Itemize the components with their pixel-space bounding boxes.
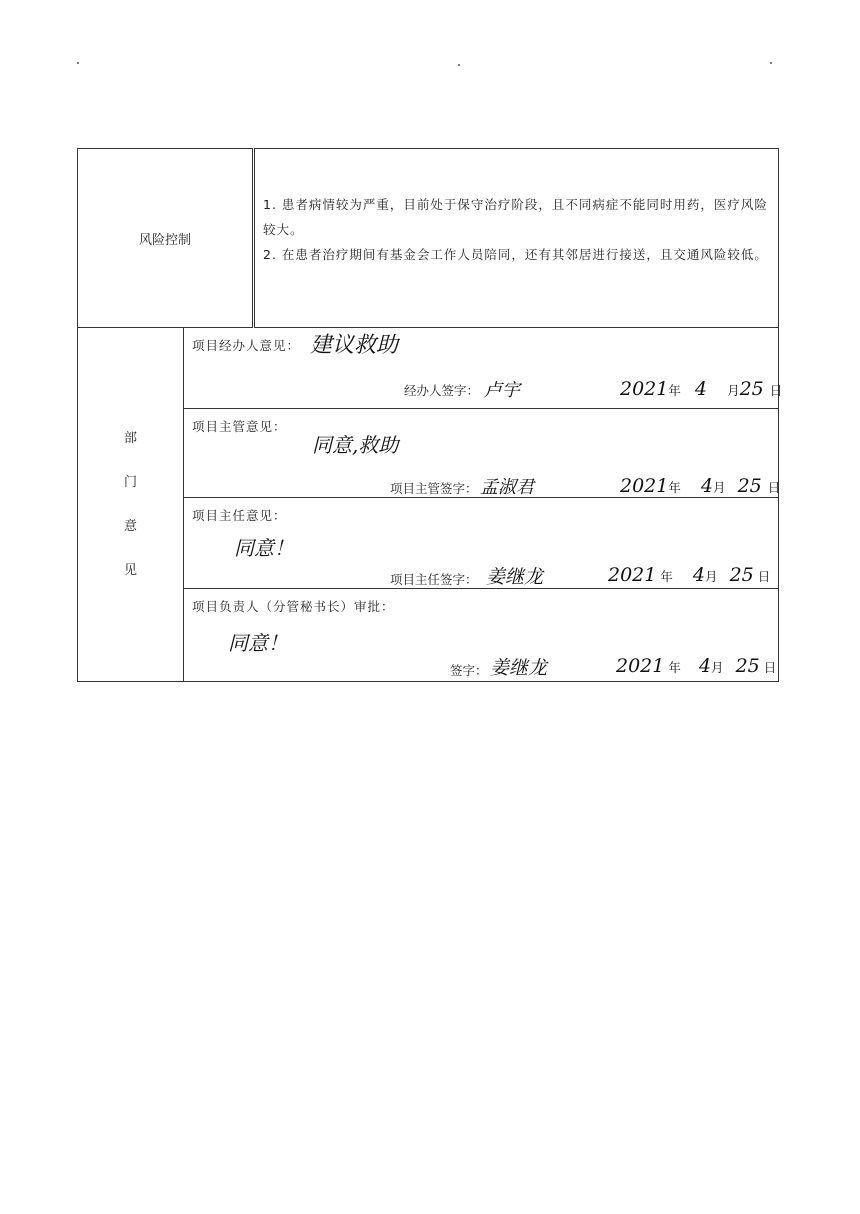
supervisor-sign-label: 项目主管签字： [390,481,478,496]
dept-char: 门 [123,474,137,490]
opinion-row-handler [78,328,779,409]
head-approval-heading: 项目负责人（分管秘书长）审批： [192,599,395,614]
head-date: 2021 年 4月 25 日 [616,655,777,677]
risk-control-row [78,149,779,328]
handler-signature: 卢宇 [484,380,520,401]
head-signature: 姜继龙 [490,657,548,679]
director-opinion-cell [184,498,779,589]
scan-speck [77,62,79,64]
risk-control-content [254,149,779,328]
head-approval-cell [184,589,779,682]
opinion-row-head [78,589,779,682]
handler-opinion-handwriting: 建议救助 [310,333,399,358]
department-opinion-label [78,328,184,682]
opinion-row-director [78,498,779,589]
director-opinion-handwriting: 同意！ [234,536,294,560]
handler-opinion-heading: 项目经办人意见： [192,338,301,353]
head-sign-label: 签字： [450,663,488,678]
director-sign-label: 项目主任签字： [390,572,478,587]
dept-char: 见 [123,562,137,578]
scan-speck [458,64,460,66]
head-approval-handwriting: 同意！ [228,631,288,655]
dept-char: 意 [123,518,137,534]
director-date: 2021 年 4月 25 日 [608,564,771,586]
approval-form-table [77,148,783,682]
risk-control-label: 风险控制 [78,149,254,328]
director-opinion-heading: 项目主任意见： [192,508,287,523]
supervisor-opinion-cell [184,409,779,498]
scan-speck [770,62,772,64]
director-signature: 姜继龙 [486,566,544,588]
handler-date: 2021年 4 月25 日 [620,378,783,400]
handler-sign-label: 经办人签字： [404,383,480,398]
supervisor-opinion-heading: 项目主管意见： [192,419,287,434]
dept-char: 部 [123,430,137,446]
opinion-row-supervisor [78,409,779,498]
risk-item-2: 2. 在患者治疗期间有基金会工作人员陪同，还有其邻居进行接送，且交通风险较低。 [263,247,768,262]
handler-opinion-cell [184,328,783,409]
risk-item-1: 1. 患者病情较为严重，目前处于保守治疗阶段，且不同病症不能同时用药，医疗风险较大。 [263,197,768,237]
supervisor-opinion-handwriting: 同意,救助 [312,433,399,457]
supervisor-date: 2021年 4月 25 日 [620,475,781,497]
supervisor-signature: 孟淑君 [480,477,534,498]
